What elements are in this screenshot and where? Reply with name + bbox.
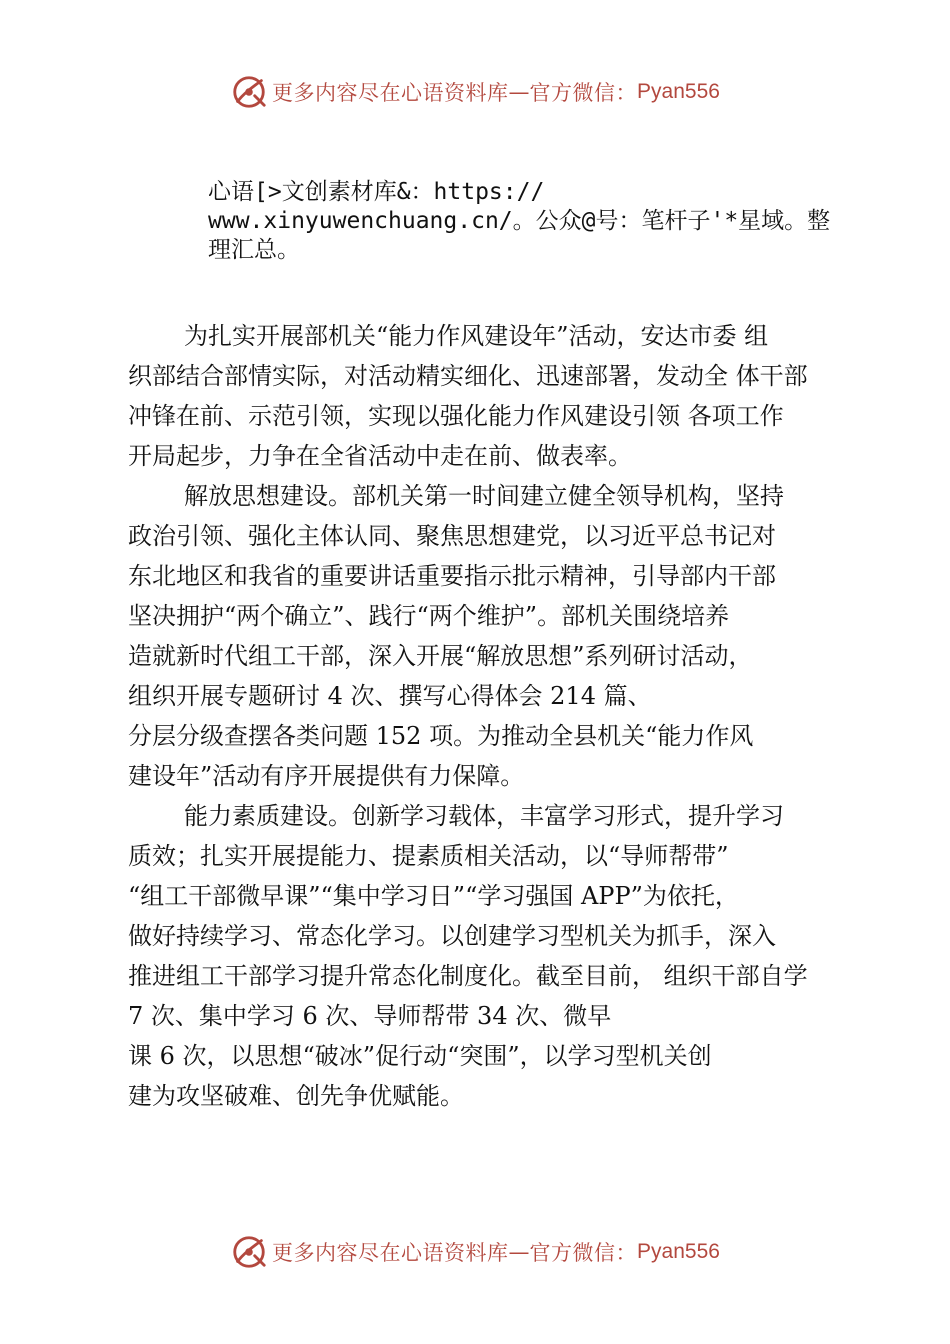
watermark-separator: — xyxy=(508,1240,530,1264)
watermark-suffix: 官方微信： xyxy=(529,81,638,105)
text-line: 建为攻坚破难、创先争优赋能。 xyxy=(128,1082,464,1110)
text-line: 建设年”活动有序开展提供有力保障。 xyxy=(128,762,525,790)
note-line: 理汇总。 xyxy=(208,237,300,263)
watermark-suffix: 官方微信： xyxy=(529,1241,638,1265)
text-line: 坚决拥护“两个确立”、践行“两个维护”。部机关围绕培养 xyxy=(128,602,730,630)
text-line: 做好持续学习、常态化学习。以创建学习型机关为抓手，深入 xyxy=(128,922,776,950)
watermark-id: Pyan556 xyxy=(637,80,720,103)
brand-logo-icon xyxy=(230,1233,268,1271)
text-line: 分层分级查摆各类问题 152 项。为推动全县机关“能力作风 xyxy=(128,722,754,750)
text-line: 推进组工干部学习提升常态化制度化。截至目前， 组织干部自学 xyxy=(128,962,808,990)
document-body xyxy=(128,316,840,1116)
text-line: 为扎实开展部机关“能力作风建设年”活动，安达市委 组 xyxy=(184,322,769,350)
text-line: “组工干部微早课”“集中学习日”“学习强国 APP”为依托， xyxy=(128,882,739,910)
paragraph-ability-building xyxy=(128,796,840,1116)
watermark-id: Pyan556 xyxy=(637,1240,720,1263)
paragraph-thought-building xyxy=(128,476,840,796)
text-line: 解放思想建设。部机关第一时间建立健全领导机构，坚持 xyxy=(184,482,784,510)
text-line: 开局起步，力争在全省活动中走在前、做表率。 xyxy=(128,442,632,470)
text-line: 造就新时代组工干部，深入开展“解放思想”系列研讨活动， xyxy=(128,642,753,670)
note-line: www.xinyuwenchuang.cn/。公众@号：笔杆子'*星域。整 xyxy=(208,208,831,234)
text-line: 冲锋在前、示范引领，实现以强化能力作风建设引领 各项工作 xyxy=(128,402,784,430)
watermark-text: 更多内容尽在心语资料库 xyxy=(272,81,509,105)
brand-logo-icon xyxy=(230,73,268,111)
text-line: 组织开展专题研讨 4 次、撰写心得体会 214 篇、 xyxy=(128,682,652,710)
text-line: 质效；扎实开展提能力、提素质相关活动，以“导师帮带” xyxy=(128,842,729,870)
source-note xyxy=(208,178,848,265)
text-line: 能力素质建设。创新学习载体，丰富学习形式，提升学习 xyxy=(184,802,784,830)
note-line: 心语[>文创素材库&：https:// xyxy=(208,179,545,205)
text-line: 课 6 次，以思想“破冰”促行动“突围”，以学习型机关创 xyxy=(128,1042,712,1070)
text-line: 7 次、集中学习 6 次、导师帮带 34 次、微早 xyxy=(128,1002,612,1030)
text-line: 东北地区和我省的重要讲话重要指示批示精神，引导部内干部 xyxy=(128,562,776,590)
watermark-separator: — xyxy=(508,80,530,104)
paragraph-intro xyxy=(128,316,840,476)
text-line: 织部结合部情实际，对活动精实细化、迅速部署，发动全 体干部 xyxy=(128,362,808,390)
watermark-banner-top xyxy=(0,72,950,112)
watermark-banner-bottom xyxy=(0,1232,950,1272)
text-line: 政治引领、强化主体认同、聚焦思想建党，以习近平总书记对 xyxy=(128,522,776,550)
watermark-text: 更多内容尽在心语资料库 xyxy=(272,1241,509,1265)
